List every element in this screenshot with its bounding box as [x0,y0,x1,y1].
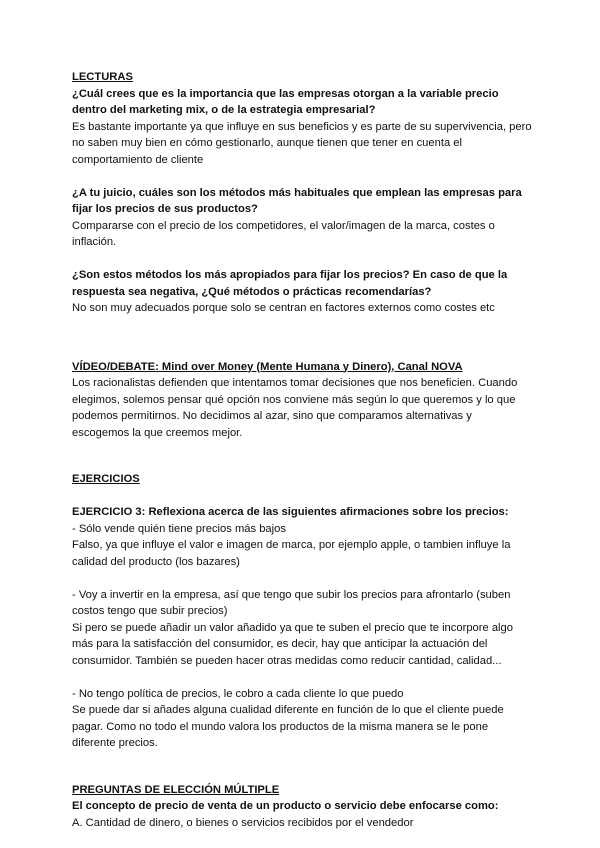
question-3: ¿Son estos métodos los más apropiados para fijar los precios? En caso de que la respuesta sea negativa, ¿Qué métodos o prácticas recomendarías? [72,269,508,298]
section-heading-multiple-choice: PREGUNTAS DE ELECCIÓN MÚLTIPLE [72,783,280,796]
response-1: Falso, ya que influye el valor e imagen de marca, por ejemplo apple, o tambien influye la calidad del producto (los bazares) [72,539,511,568]
question-1: ¿Cuál crees que es la importancia que las empresas otorgan a la variable precio dentro del marketing mix, o de la estrategia empresarial? [72,87,499,116]
section-heading-lecturas: LECTURAS [72,71,133,83]
response-3: Se puede dar si añades alguna cualidad diferente en función de lo que el cliente puede pagar. Como no todo el mundo valora los productos de la misma manera se le pone diferente precios. [72,704,504,749]
answer-2: Compararse con el precio de los competidores, el valor/imagen de la marca, costes o inflación. [72,219,495,248]
multiple-choice-question: El concepto de precio de venta de un producto o servicio debe enfocarse como: [72,800,499,812]
question-2: ¿A tu juicio, cuáles son los métodos más habituales que emplean las empresas para fijar los precios de sus productos? [72,186,522,215]
answer-3: No son muy adecuados porque solo se centran en factores externos como costes etc [72,302,495,314]
section-heading-ejercicios: EJERCICIOS [72,473,140,485]
section-heading-video: VÍDEO/DEBATE: Mind over Money (Mente Humana y Dinero), Canal NOVA [72,360,463,373]
statement-1: - Sólo vende quién tiene precios más bajos [72,522,286,535]
video-text: Los racionalistas defienden que intentamos tomar decisiones que nos beneficien. Cuando elegimos, solemos pensar qué opción nos conviene más según lo que queremos y lo que podemos permitirnos. No decidimos al azar, sino que comparamos alternativas y escogemos la que creemos mejor. [72,377,518,439]
response-2: Si pero se puede añadir un valor añadido ya que te suben el precio que te incorpore algo más para la satisfacción del consumidor, es decir, hay que anticipar la actuación del consumidor. También se pueden hacer otras medidas como reducir cantidad, calidad... [72,621,513,667]
exercise-3-title: EJERCICIO 3: Reflexiona acerca de las siguientes afirmaciones sobre los precios: [72,506,509,518]
statement-2: - Voy a invertir en la empresa, así que tengo que subir los precios para afrontarlo (suben costos tengo que subir precios) [72,588,511,617]
document-content [72,69,532,831]
multiple-choice-option-a: A. Cantidad de dinero, o bienes o servicios recibidos por el vendedor [72,816,414,829]
answer-1: Es bastante importante ya que influye en sus beneficios y es parte de su supervivencia, pero no saben muy bien en cómo gestionarlo, aunque tienen que tener en cuenta el comportamiento de cliente [72,120,532,166]
statement-3: - No tengo política de precios, le cobro a cada cliente lo que puedo [72,687,404,700]
